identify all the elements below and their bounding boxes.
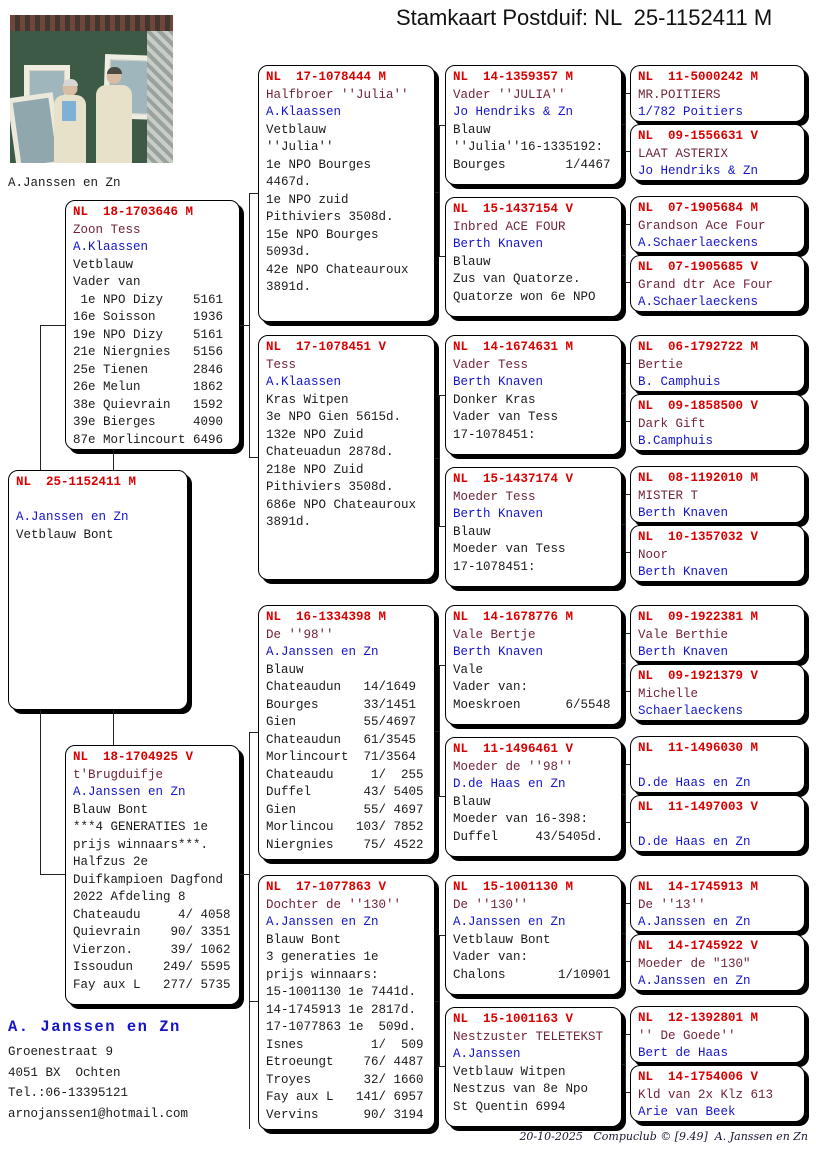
photo-clutter — [147, 31, 173, 163]
bird-details: Blauw Zus van Quatorze. Quatorze won 6e NPO — [453, 254, 596, 304]
owner-name: A.Janssen en Zn — [638, 974, 751, 988]
ring-number: NL 14-1678776 M — [453, 610, 574, 624]
bird-name: t'Brugduifje — [73, 767, 164, 782]
connector-line — [625, 363, 630, 364]
bird-details: Blauw Bont ***4 GENERATIES 1e prijs winnaars***. Halfzus 2e Duifkampioen Dagfond 2022 Afdeling 8 Chateaudu 4/ 4058 Quievrain 90/ 3351 Vierzon. 39/ 1062 Issoudun 249/ 5595 Fay aux L 277/ 5735 — [73, 802, 231, 992]
connector-line — [622, 524, 625, 525]
ring-number: NL 09-1921379 V — [638, 669, 759, 683]
ring-number: NL 11-1496461 V — [453, 742, 574, 756]
connector-line — [625, 552, 630, 553]
ring-number: NL 14-1359357 M — [453, 70, 574, 84]
pedigree-box-dam — [65, 745, 240, 1005]
owner-name: A.Janssen en Zn — [16, 510, 129, 524]
pedigree-box-g3-1 — [258, 65, 435, 322]
owner-name: Berth Knaven — [453, 375, 544, 389]
owner-name: Schaerlaeckens — [638, 704, 744, 718]
owner-name: D.de Haas en Zn — [638, 776, 751, 790]
connector-line — [439, 125, 445, 126]
person-shirt — [62, 101, 76, 121]
breeder-name: A. Janssen en Zn — [8, 1018, 181, 1036]
owner-name: B.Camphuis — [638, 434, 714, 448]
connector-line — [622, 933, 625, 934]
person-hair — [63, 79, 78, 86]
connector-line — [113, 710, 114, 745]
pedigree-box-g5-8 — [630, 525, 805, 582]
ring-number: NL 17-1078444 M — [266, 70, 387, 84]
connector-line — [439, 395, 440, 527]
person-hair — [107, 67, 122, 74]
connector-line — [249, 1001, 258, 1002]
pedigree-box-g5-5 — [630, 335, 805, 392]
owner-name: Berth Knaven — [453, 507, 544, 521]
bird-name: Noor — [638, 547, 669, 562]
owner-name: A.Janssen en Zn — [73, 785, 186, 799]
bird-details: Blauw Chateaudun 14/1649 Bourges 33/1451 Gien 55/4697 Chateaudun 61/3545 Morlincourt 71/3564 Chateaudu 1/ 255 Duffel 43/ 5405 Gien 55/ 4697 Morlincou 103/ 7852 Niergnies 75/ 4522 — [266, 662, 424, 852]
owner-name: A.Janssen en Zn — [266, 645, 379, 659]
connector-line — [249, 193, 250, 458]
owner-name: A.Janssen en Zn — [638, 915, 751, 929]
connector-line — [435, 192, 439, 193]
bird-name: Michelle — [638, 686, 699, 701]
pedigree-box-g4-2 — [445, 197, 622, 317]
connector-line — [625, 633, 630, 634]
pedigree-box-g5-14 — [630, 934, 805, 991]
bird-details: Blauw ''Julia''16-1335192: Bourges 1/4467 — [453, 122, 611, 172]
ring-number: NL 09-1858500 V — [638, 399, 759, 413]
ring-number: NL 16-1334398 M — [266, 610, 387, 624]
owner-name: Berth Knaven — [638, 565, 729, 579]
connector-line — [622, 393, 625, 394]
bird-name: Vale Berthie — [638, 627, 729, 642]
ring-number: NL 08-1192010 M — [638, 471, 759, 485]
owner-name: D.de Haas en Zn — [453, 777, 566, 791]
pedigree-box-sire — [65, 200, 240, 450]
ring-number: NL 14-1745913 M — [638, 880, 759, 894]
bird-name: Inbred ACE FOUR — [453, 219, 566, 234]
ring-number: NL 15-1437174 V — [453, 472, 574, 486]
connector-line — [625, 764, 630, 765]
connector-line — [625, 363, 626, 422]
ring-number: NL 12-1392801 M — [638, 1011, 759, 1025]
connector-line — [625, 822, 630, 823]
person-head — [107, 69, 122, 84]
connector-line — [435, 731, 439, 732]
connector-line — [40, 874, 65, 875]
pedigree-box-g3-4 — [258, 875, 435, 1130]
connector-line — [240, 874, 249, 875]
pedigree-box-g4-1 — [445, 65, 622, 185]
connector-line — [625, 494, 630, 495]
ring-number: NL 14-1754006 V — [638, 1070, 759, 1084]
person-body — [54, 95, 86, 163]
bird-name: Moeder de ''98'' — [453, 759, 574, 774]
ring-number: NL 09-1922381 M — [638, 610, 759, 624]
ring-number: NL 25-1152411 M — [16, 475, 137, 489]
owner-name: Jo Hendriks & Zn — [638, 164, 759, 178]
bird-name: Tess — [266, 357, 297, 372]
photo-person-left — [54, 81, 86, 163]
owner-name: Berth Knaven — [638, 506, 729, 520]
bird-name: '' De Goede'' — [638, 1028, 736, 1043]
connector-line — [439, 665, 445, 666]
bird-name: Kld van 2x Klz 613 — [638, 1087, 774, 1102]
pedigree-box-g5-3 — [630, 196, 805, 253]
ring-number: NL 10-1357032 V — [638, 530, 759, 544]
pedigree-box-g4-7 — [445, 875, 622, 995]
connector-line — [625, 1092, 630, 1093]
owner-name: B. Camphuis — [638, 375, 721, 389]
connector-line — [40, 325, 41, 470]
connector-line — [439, 1066, 445, 1067]
owner-name: A.Schaerlaeckens — [638, 295, 759, 309]
connector-line — [622, 663, 625, 664]
bird-name: LAAT ASTERIX — [638, 146, 729, 161]
bird-name — [16, 492, 182, 510]
connector-line — [439, 935, 440, 1067]
ring-number: NL 15-1437154 V — [453, 202, 574, 216]
loft-photo — [10, 15, 173, 163]
bird-name: Dochter de ''130'' — [266, 897, 402, 912]
bird-name: De ''13'' — [638, 897, 706, 912]
owner-name: Jo Hendriks & Zn — [453, 105, 574, 119]
connector-line — [439, 395, 445, 396]
connector-line — [625, 961, 630, 962]
pedigree-box-g5-6 — [630, 394, 805, 451]
pedigree-box-g5-2 — [630, 124, 805, 181]
owner-name: A.Janssen en Zn — [453, 915, 566, 929]
connector-line — [625, 494, 626, 553]
owner-name: 1/782 Poitiers — [638, 105, 744, 119]
pedigree-box-g4-8 — [445, 1007, 622, 1127]
bird-name: Dark Gift — [638, 416, 706, 431]
connector-line — [439, 256, 445, 257]
photo-roof — [10, 15, 173, 31]
connector-line — [439, 526, 445, 527]
pedigree-box-g4-5 — [445, 605, 622, 725]
owner-name: Berth Knaven — [638, 645, 729, 659]
connector-line — [625, 224, 630, 225]
ring-number: NL 15-1001130 M — [453, 880, 574, 894]
ring-number: NL 14-1674631 M — [453, 340, 574, 354]
connector-line — [622, 794, 625, 795]
bird-details: Vale Vader van: Moeskroen 6/5548 — [453, 662, 611, 712]
connector-line — [249, 732, 250, 1002]
ring-number: NL 18-1704925 V — [73, 750, 194, 764]
owner-name: Bert de Haas — [638, 1046, 729, 1060]
ring-number: NL 17-1077863 V — [266, 880, 387, 894]
owner-name: Berth Knaven — [453, 237, 544, 251]
bird-name: MISTER T — [638, 488, 699, 503]
person-head — [63, 81, 78, 96]
connector-line — [625, 151, 630, 152]
bird-name — [638, 817, 799, 835]
connector-line — [622, 1064, 625, 1065]
pedigree-box-g5-1 — [630, 65, 805, 122]
photo-caption: A.Janssen en Zn — [8, 176, 121, 190]
bird-details: Vetblauw Witpen Nestzus van 8e Npo St Quentin 6994 — [453, 1064, 589, 1114]
ring-number: NL 07-1905685 V — [638, 260, 759, 274]
bird-name: De ''130'' — [453, 897, 529, 912]
bird-details: Vetblauw Bont — [16, 527, 114, 542]
connector-line — [439, 796, 445, 797]
owner-name: A.Janssen — [453, 1047, 521, 1061]
connector-line — [435, 458, 439, 459]
owner-name: Berth Knaven — [453, 645, 544, 659]
bird-name: Bertie — [638, 357, 684, 372]
owner-name: A.Schaerlaeckens — [638, 236, 759, 250]
pedigree-box-g5-9 — [630, 605, 805, 662]
connector-line — [625, 93, 626, 152]
pedigree-box-g5-7 — [630, 466, 805, 523]
bird-details: Vetblauw Bont Vader van: Chalons 1/10901 — [453, 932, 611, 982]
page-title: Stamkaart Postduif: NL 25-1152411 M — [396, 5, 773, 30]
pedigree-box-g4-4 — [445, 467, 622, 587]
footer-credit: 20-10-2025 Compuclub © [9.49] A. Janssen en Zn — [519, 1130, 808, 1143]
bird-name: MR.POITIERS — [638, 87, 721, 102]
connector-line — [625, 903, 630, 904]
bird-details: Blauw Moeder van Tess 17-1078451: — [453, 524, 566, 574]
connector-line — [40, 325, 65, 326]
owner-name: A.Klaassen — [266, 105, 342, 119]
connector-line — [249, 732, 258, 733]
breeder-address: Groenestraat 9 4051 BX Ochten Tel.:06-13395121 arnojanssen1@hotmail.com — [8, 1045, 189, 1121]
pedigree-box-g5-12 — [630, 795, 805, 852]
bird-name: Moeder Tess — [453, 489, 536, 504]
pedigree-box-g3-2 — [258, 335, 435, 580]
connector-line — [249, 193, 258, 194]
connector-line — [249, 457, 258, 458]
connector-line — [622, 124, 625, 125]
connector-line — [625, 903, 626, 962]
connector-line — [625, 421, 630, 422]
connector-line — [435, 1001, 439, 1002]
owner-name: A.Klaassen — [266, 375, 342, 389]
pedigree-box-g5-10 — [630, 664, 805, 721]
connector-line — [622, 255, 625, 256]
connector-line — [625, 633, 626, 692]
ring-number: NL 18-1703646 M — [73, 205, 194, 219]
bird-name: De ''98'' — [266, 627, 334, 642]
ring-number: NL 11-1496030 M — [638, 741, 759, 755]
connector-line — [439, 935, 445, 936]
pedigree-box-g3-3 — [258, 605, 435, 860]
pedigree-box-g5-13 — [630, 875, 805, 932]
connector-line — [249, 1002, 250, 1129]
bird-name: Vader ''JULIA'' — [453, 87, 566, 102]
pedigree-box-g5-11 — [630, 736, 805, 793]
connector-line — [625, 1034, 630, 1035]
pedigree-box-g4-3 — [445, 335, 622, 455]
bird-name: Nestzuster TELETEKST — [453, 1029, 604, 1044]
pedigree-box-g5-16 — [630, 1065, 805, 1122]
connector-line — [439, 665, 440, 797]
pedigree-box-g4-6 — [445, 737, 622, 857]
connector-line — [40, 710, 41, 874]
ring-number: NL 07-1905684 M — [638, 201, 759, 215]
bird-name: Halfbroer ''Julia'' — [266, 87, 409, 102]
bird-name: Vader Tess — [453, 357, 529, 372]
connector-line — [625, 691, 630, 692]
ring-number: NL 17-1078451 V — [266, 340, 387, 354]
owner-name: A.Klaassen — [73, 240, 149, 254]
connector-line — [625, 93, 630, 94]
connector-line — [625, 224, 626, 283]
bird-details: Blauw Bont 3 generaties 1e prijs winnaars: 15-1001130 1e 7441d. 14-1745913 1e 2817d. 17-1077863 1e 509d. Isnes 1/ 509 Etroeungt 76/ 4487 Troyes 32/ 1660 Fay aux L 141/ 6957 Vervins 90/ 3194 — [266, 932, 424, 1122]
connector-line — [625, 764, 626, 823]
ring-number: NL 06-1792722 M — [638, 340, 759, 354]
bird-details: Donker Kras Vader van Tess 17-1078451: — [453, 392, 559, 442]
ring-number: NL 14-1745922 V — [638, 939, 759, 953]
connector-line — [625, 1034, 626, 1093]
bird-details: Vetblauw Vader van 1e NPO Dizy 5161 16e Soisson 1936 19e NPO Dizy 5161 21e Niergnies 5156 25e Tienen 2846 26e Melun 1862 38e Quievrain 1592 39e Bierges 4090 87e Morlincourt 6496 — [73, 257, 224, 447]
pedigree-box-g5-4 — [630, 255, 805, 312]
connector-line — [439, 125, 440, 257]
person-body — [96, 85, 132, 163]
connector-line — [240, 325, 249, 326]
bird-name: Vale Bertje — [453, 627, 536, 642]
owner-name: A.Janssen en Zn — [266, 915, 379, 929]
bird-details: Kras Witpen 3e NPO Gien 5615d. 132e NPO Zuid Chateuadun 2878d. 218e NPO Zuid Pithiviers 3508d. 686e NPO Chateauroux 3891d. — [266, 392, 417, 529]
ring-number: NL 09-1556631 V — [638, 129, 759, 143]
owner-name: Arie van Beek — [638, 1105, 736, 1119]
pedigree-box-g5-15 — [630, 1006, 805, 1063]
connector-line — [625, 282, 630, 283]
bird-name: Grandson Ace Four — [638, 218, 766, 233]
ring-number: NL 11-5000242 M — [638, 70, 759, 84]
bird-details: Vetblauw ''Julia'' 1e NPO Bourges 4467d. 1e NPO zuid Pithiviers 3508d. 15e NPO Bourges 5093d. 42e NPO Chateauroux 3891d. — [266, 122, 409, 294]
ring-number: NL 11-1497003 V — [638, 800, 759, 814]
bird-details: Blauw Moeder van 16-398: Duffel 43/5405d. — [453, 794, 604, 844]
bird-name: Zoon Tess — [73, 222, 141, 237]
bird-name: Moeder de "130" — [638, 956, 751, 971]
photo-person-right — [96, 69, 132, 163]
bird-name — [638, 758, 799, 776]
connector-line — [113, 450, 114, 470]
breeder-block — [8, 1018, 188, 1124]
ring-number: NL 15-1001163 V — [453, 1012, 574, 1026]
bird-name: Grand dtr Ace Four — [638, 277, 774, 292]
owner-name: D.de Haas en Zn — [638, 835, 751, 849]
pedigree-box-subject — [8, 470, 188, 710]
